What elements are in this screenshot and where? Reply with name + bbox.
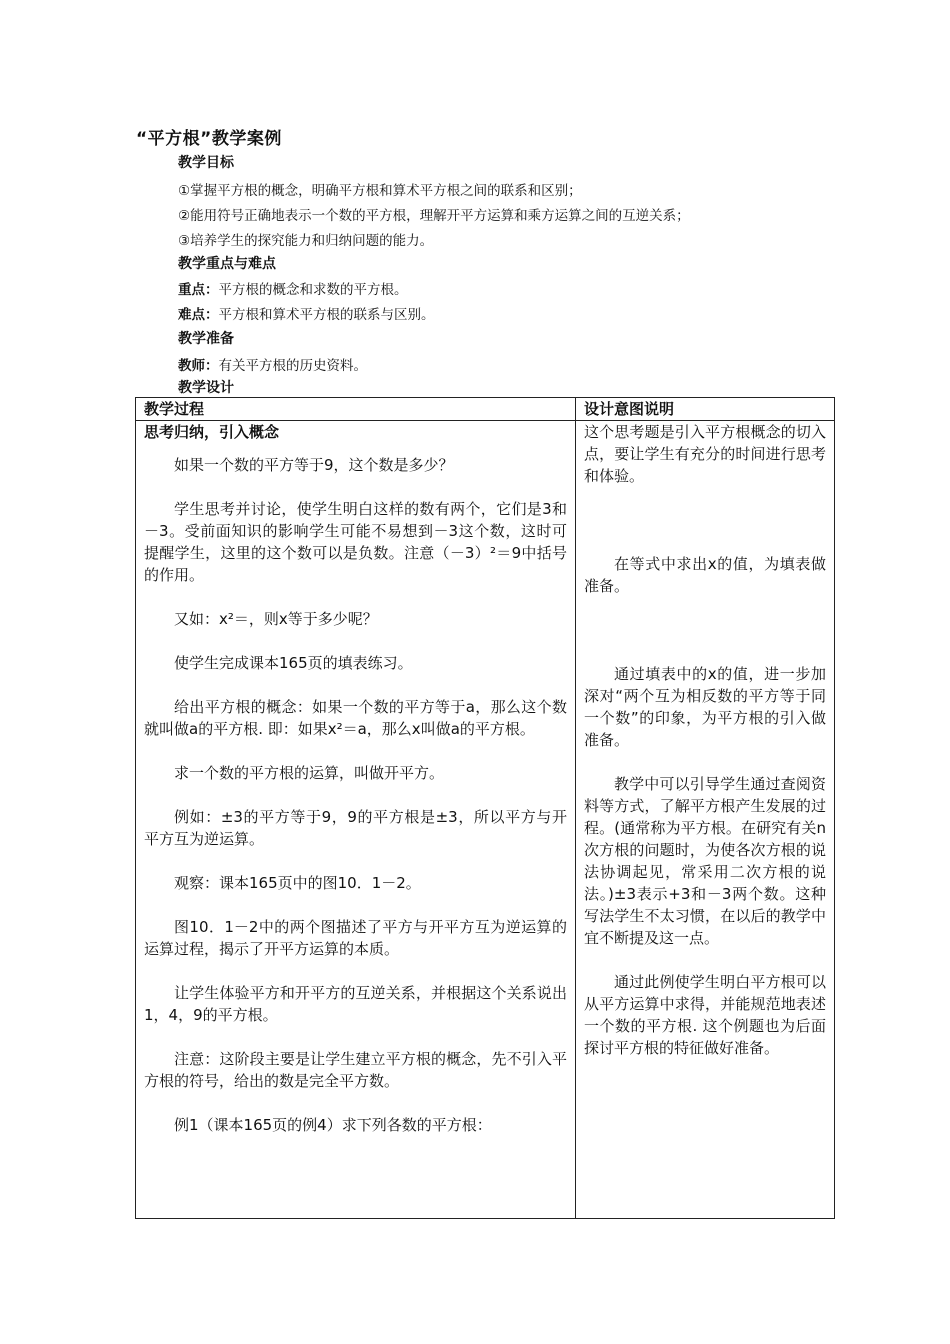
design-table [135,397,835,1219]
document-title: “平方根”教学案例 [136,129,282,149]
process-paragraph: 给出平方根的概念：如果一个数的平方等于a，那么这个数就叫做a的平方根. 即：如果x²＝a，那么x叫做a的平方根。 [144,698,567,738]
intent-paragraph: 通过填表中的x的值，进一步加深对“两个互为相反数的平方等于同一个数”的印象，为平方根的引入做准备。 [584,665,826,749]
process-paragraph: 观察：课本165页中的图10．1－2。 [174,874,421,892]
intent-paragraph: 在等式中求出x的值，为填表做准备。 [584,555,826,595]
process-paragraph: 例1（课本165页的例4）求下列各数的平方根： [174,1116,492,1134]
goal-item-2: ②能用符号正确地表示一个数的平方根，理解开平方运算和乘方运算之间的互逆关系； [178,208,690,224]
design-heading: 教学设计 [178,380,234,396]
process-paragraph: 又如：x²＝，则x等于多少呢？ [174,610,378,628]
teacher-line [178,354,367,374]
focus-line [178,278,408,298]
intent-paragraph: 这个思考题是引入平方根概念的切入点，要让学生有充分的时间进行思考和体验。 [584,423,826,485]
process-paragraph: 让学生体验平方和开平方的互逆关系，并根据这个关系说出1，4，9的平方根。 [144,984,567,1024]
difficulty-label: 难点： [178,307,219,323]
process-column-header: 教学过程 [136,398,576,421]
process-paragraph: 学生思考并讨论，使学生明白这样的数有两个，它们是3和－3。受前面知识的影响学生可能不易想到－3这个数，这时可提醒学生，这里的这个数可以是负数。注意（－3）²＝9中括号的作用。 [144,500,567,584]
process-paragraph: 例如：±3的平方等于9，9的平方根是±3，所以平方与开平方互为逆运算。 [144,808,567,848]
focus-text: 平方根的概念和求数的平方根。 [218,282,408,298]
design-table-header-row [136,398,835,421]
key-points-heading: 教学重点与难点 [178,256,276,272]
process-cell [136,421,576,1219]
process-section-title: 思考归纳，引入概念 [144,423,280,441]
intent-paragraph: 教学中可以引导学生通过查阅资料等方式，了解平方根产生发展的过程。(通常称为平方根。在研究有关n次方根的问题时，为使各次方根的说法协调起见，常采用二次方根的说法。)±3表示+3和－3两个数。这种写法学生不太习惯，在以后的教学中宜不断提及这一点。 [584,775,826,947]
intent-paragraph: 通过此例使学生明白平方根可以从平方运算中求得，并能规范地表述一个数的平方根. 这个例题也为后面探讨平方根的特征做好准备。 [584,973,826,1057]
process-paragraph: 图10．1－2中的两个图描述了平方与开平方互为逆运算的运算过程，揭示了开平方运算的本质。 [144,918,567,958]
preparation-heading: 教学准备 [178,331,234,347]
goal-item-1: ①掌握平方根的概念，明确平方根和算术平方根之间的联系和区别； [178,183,582,199]
teacher-text: 有关平方根的历史资料。 [218,358,367,374]
focus-label: 重点： [178,282,219,298]
intent-column-header: 设计意图说明 [576,398,835,421]
goal-item-3: ③培养学生的探究能力和归纳问题的能力。 [178,233,434,249]
teacher-label: 教师： [178,358,219,374]
difficulty-text: 平方根和算术平方根的联系与区别。 [218,307,435,323]
intent-cell [576,421,835,1219]
process-paragraph: 求一个数的平方根的运算，叫做开平方。 [174,764,445,782]
design-table-body-row [136,421,835,1219]
goals-heading: 教学目标 [178,155,234,171]
difficulty-line [178,303,435,323]
process-paragraph: 注意：这阶段主要是让学生建立平方根的概念，先不引入平方根的符号，给出的数是完全平方数。 [144,1050,567,1090]
process-paragraph: 使学生完成课本165页的填表练习。 [174,654,413,672]
process-paragraph: 如果一个数的平方等于9，这个数是多少？ [174,456,454,474]
